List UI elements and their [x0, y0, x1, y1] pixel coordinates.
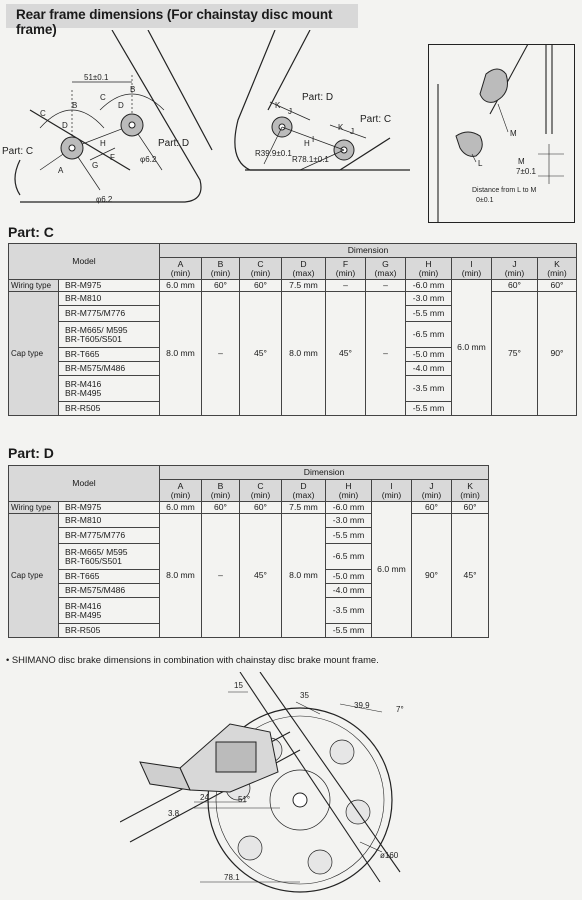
- part-c-dimension-header: Dimension: [160, 244, 577, 258]
- mid-part-c: Part: C: [360, 114, 392, 125]
- table-row: BR-T665 -5.0 mm: [9, 570, 489, 584]
- part-c-col-A: A (min): [160, 258, 202, 280]
- table-row: BR-M775/M776 -5.5 mm: [9, 528, 489, 544]
- table-row: BR-M665/ M595 BR-T605/S501 -6.5 mm: [9, 544, 489, 570]
- table-row: BR-M416 BR-M495 -3.5 mm: [9, 376, 577, 402]
- dim-35: 35: [300, 691, 309, 700]
- mid-I: I: [312, 135, 315, 144]
- right-dist: Distance from L to M: [472, 187, 537, 194]
- label-C-2: C: [100, 93, 106, 102]
- part-d-title: Part: D: [8, 445, 54, 461]
- label-H: H: [100, 139, 106, 148]
- label-F: F: [110, 153, 115, 162]
- dim-78: 78.1: [224, 873, 240, 882]
- label-D-1: D: [62, 121, 68, 130]
- disc-brake-diagram: [120, 672, 460, 896]
- part-d-table: [8, 465, 489, 638]
- label-phi-2: φ6.2: [96, 195, 113, 204]
- table-row: Cap type BR-M810 8.0 mm – 45° 8.0 mm -3.0 mm 90° 45°: [9, 514, 489, 528]
- part-c-table: [8, 243, 577, 416]
- label-B-1: B: [72, 101, 78, 110]
- table-row: BR-R505 -5.5 mm: [9, 402, 577, 416]
- part-c-col-B: B (min): [202, 258, 240, 280]
- part-c-col-I: I (min): [452, 258, 492, 280]
- mid-J1: J: [288, 107, 292, 116]
- part-d-col-B: B (min): [202, 480, 240, 502]
- part-d-col-A: A (min): [160, 480, 202, 502]
- right-m-dim: M: [518, 157, 525, 166]
- dim-39: 39.9: [354, 701, 370, 710]
- table-row: BR-M416 BR-M495 -3.5 mm: [9, 598, 489, 624]
- dim-160: ø160: [380, 851, 399, 860]
- part-d-col-I: I (min): [372, 480, 412, 502]
- part-c-col-C: C (min): [240, 258, 282, 280]
- table-row: BR-M775/M776 -5.5 mm: [9, 306, 577, 322]
- dim-51: 51°: [238, 795, 251, 804]
- right-dist-val: 0±0.1: [476, 197, 494, 204]
- part-d-col-H: H (min): [326, 480, 372, 502]
- mid-K1: K: [275, 101, 281, 110]
- dim-3-8: 3.8: [168, 809, 180, 818]
- label-phi-1: φ6.2: [140, 155, 157, 164]
- part-c-col-J: J (min): [492, 258, 538, 280]
- table-row: Wiring type BR-M975 6.0 mm 60° 60° 7.5 mm – – -6.0 mm 6.0 mm 60° 60°: [9, 280, 577, 292]
- footnote: • SHIMANO disc brake dimensions in combination with chainstay disc brake mount frame.: [6, 654, 379, 665]
- right-label-L: L: [478, 159, 483, 168]
- part-d-col-J: J (min): [412, 480, 452, 502]
- part-c-col-K: K (min): [538, 258, 577, 280]
- frame-diagram-right: [428, 44, 576, 224]
- part-c-col-D: D (max): [282, 258, 326, 280]
- part-c-col-F: F (min): [326, 258, 366, 280]
- table-row: BR-R505 -5.5 mm: [9, 624, 489, 638]
- frame-diagram-mid: [220, 30, 420, 180]
- part-d-dimension-header: Dimension: [160, 466, 489, 480]
- label-C-1: C: [40, 109, 46, 118]
- mid-part-d: Part: D: [302, 92, 334, 103]
- table-row: Wiring type BR-M975 6.0 mm 60° 60° 7.5 mm -6.0 mm 6.0 mm 60° 60°: [9, 502, 489, 514]
- part-d-model-header: Model: [9, 466, 160, 502]
- table-row: BR-M575/M486 -4.0 mm: [9, 584, 489, 598]
- part-c-col-H: H (min): [406, 258, 452, 280]
- mid-J2: J: [350, 127, 354, 136]
- label-G: G: [92, 161, 99, 170]
- dim-51: 51±0.1: [84, 73, 109, 82]
- label-A: A: [58, 166, 64, 175]
- title-bar: [6, 4, 358, 37]
- label-part-d: Part: D: [158, 138, 190, 149]
- dim-24: 24: [200, 793, 209, 802]
- mid-K2: K: [338, 123, 344, 132]
- table-row: Cap type BR-M810 8.0 mm – 45° 8.0 mm 45° – -3.0 mm 75° 90°: [9, 292, 577, 306]
- frame-diagram-left: [0, 30, 215, 220]
- mid-H: H: [304, 139, 310, 148]
- part-d-col-K: K (min): [452, 480, 489, 502]
- part-c-title: Part: C: [8, 224, 54, 240]
- dim-7: 7°: [396, 705, 404, 714]
- table-row: BR-M575/M486 -4.0 mm: [9, 362, 577, 376]
- label-D-2: D: [118, 101, 124, 110]
- page-title: Rear frame dimensions (For chainstay disc mount frame): [16, 7, 333, 37]
- mid-r39: R39.9±0.1: [255, 149, 292, 158]
- dim-15: 15: [234, 681, 243, 690]
- part-d-col-C: C (min): [240, 480, 282, 502]
- part-d-col-D: D (max): [282, 480, 326, 502]
- table-row: BR-T665 -5.0 mm: [9, 348, 577, 362]
- label-B-2: B: [130, 85, 136, 94]
- label-part-c: Part: C: [2, 146, 34, 157]
- right-label-M: M: [510, 129, 517, 138]
- right-m-val: 7±0.1: [516, 167, 536, 176]
- mid-r78: R78.1±0.1: [292, 155, 329, 164]
- part-c-model-header: Model: [9, 244, 160, 280]
- table-row: BR-M665/ M595 BR-T605/S501 -6.5 mm: [9, 322, 577, 348]
- part-c-col-G: G (max): [366, 258, 406, 280]
